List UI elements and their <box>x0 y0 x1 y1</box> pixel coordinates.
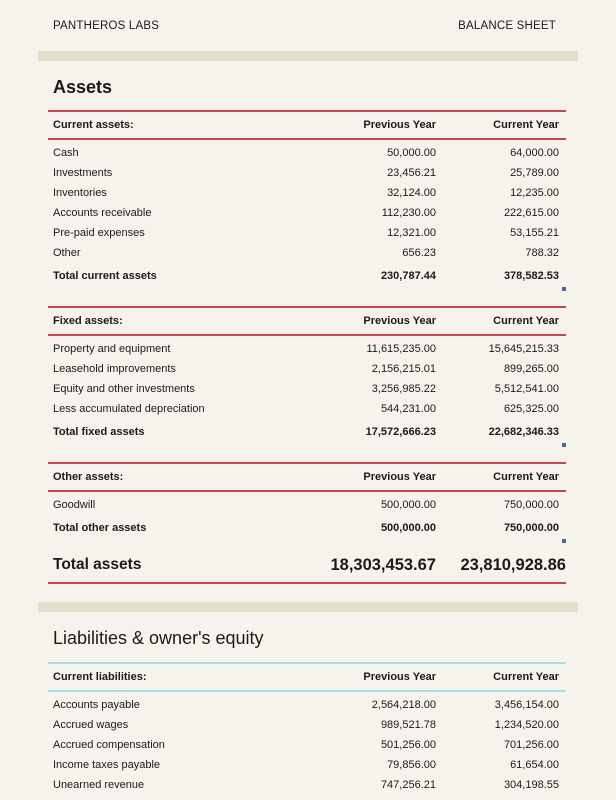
total-label: Total other assets <box>53 521 147 534</box>
row-label: Property and equipment <box>53 343 171 355</box>
row-prev: 11,615,235.00 <box>366 343 436 355</box>
total-curr: 22,682,346.33 <box>488 425 559 438</box>
fixed-assets-table <box>48 306 566 444</box>
total-curr: 378,582.53 <box>503 269 559 282</box>
total-assets-label: Total assets <box>53 556 142 573</box>
table-header <box>48 462 566 492</box>
table-header <box>48 306 566 336</box>
row-prev: 544,231.00 <box>380 403 436 415</box>
total-prev: 17,572,666.23 <box>365 425 436 438</box>
col-current-year: Current Year <box>493 119 559 131</box>
table-row <box>48 379 566 399</box>
row-prev: 2,564,218.00 <box>371 699 436 711</box>
row-curr: 3,456,154.00 <box>494 699 559 711</box>
col-current-year: Current Year <box>493 315 559 327</box>
row-prev: 12,321.00 <box>387 227 436 239</box>
row-prev: 501,256.00 <box>380 739 436 751</box>
other-assets-table <box>48 462 566 540</box>
row-curr: 61,654.00 <box>510 759 559 771</box>
row-curr: 15,645,215.33 <box>488 343 559 355</box>
current-assets-heading: Current assets: <box>53 119 134 131</box>
row-curr: 750,000.00 <box>503 499 559 511</box>
row-curr: 701,256.00 <box>503 739 559 751</box>
document-type: BALANCE SHEET <box>458 20 556 32</box>
table-header <box>48 110 566 140</box>
row-prev: 747,256.21 <box>380 779 436 791</box>
total-assets-row <box>48 548 566 584</box>
row-curr: 625,325.00 <box>503 403 559 415</box>
table-header <box>48 662 566 692</box>
table-row <box>48 695 566 715</box>
current-assets-table <box>48 110 566 288</box>
row-label: Less accumulated depreciation <box>53 403 205 415</box>
row-label: Inventories <box>53 187 107 199</box>
resize-handle-icon[interactable] <box>562 443 566 447</box>
row-label: Accrued wages <box>53 719 129 731</box>
row-prev: 2,156,215.01 <box>371 363 436 375</box>
table-row <box>48 775 566 795</box>
row-prev: 50,000.00 <box>387 147 436 159</box>
row-prev: 79,856.00 <box>387 759 436 771</box>
table-row <box>48 163 566 183</box>
total-label: Total fixed assets <box>53 425 145 438</box>
col-previous-year: Previous Year <box>363 471 436 483</box>
fixed-assets-heading: Fixed assets: <box>53 315 123 327</box>
table-row <box>48 203 566 223</box>
table-row <box>48 339 566 359</box>
row-label: Accounts payable <box>53 699 140 711</box>
row-curr: 788.32 <box>525 247 559 259</box>
section-band-assets <box>38 51 578 61</box>
row-prev: 32,124.00 <box>387 187 436 199</box>
row-label: Other <box>53 247 81 259</box>
total-prev: 500,000.00 <box>380 521 436 534</box>
row-prev: 656.23 <box>402 247 436 259</box>
section-band-liabilities <box>38 602 578 612</box>
resize-handle-icon[interactable] <box>562 539 566 543</box>
row-prev: 112,230.00 <box>381 207 436 219</box>
row-curr: 304,198.55 <box>503 779 559 791</box>
col-previous-year: Previous Year <box>363 671 436 683</box>
col-current-year: Current Year <box>493 471 559 483</box>
row-label: Investments <box>53 167 113 179</box>
company-name: PANTHEROS LABS <box>53 20 160 32</box>
resize-handle-icon[interactable] <box>562 287 566 291</box>
table-row <box>48 143 566 163</box>
total-prev: 230,787.44 <box>380 269 436 282</box>
table-row <box>48 223 566 243</box>
row-curr: 1,234,520.00 <box>494 719 559 731</box>
total-row <box>48 263 566 288</box>
table-row <box>48 359 566 379</box>
row-label: Equity and other investments <box>53 383 195 395</box>
row-curr: 25,789.00 <box>510 167 559 179</box>
row-label: Leasehold improvements <box>53 363 176 375</box>
row-label: Unearned revenue <box>53 779 145 791</box>
assets-title: Assets <box>53 77 113 97</box>
total-assets-curr: 23,810,928.86 <box>460 555 566 574</box>
table-row <box>48 183 566 203</box>
row-label: Goodwill <box>53 499 96 511</box>
table-row <box>48 735 566 755</box>
page-header <box>53 20 556 32</box>
row-label: Income taxes payable <box>53 759 161 771</box>
col-previous-year: Previous Year <box>363 315 436 327</box>
row-prev: 500,000.00 <box>380 499 436 511</box>
row-prev: 989,521.78 <box>380 719 436 731</box>
row-curr: 222,615.00 <box>503 207 559 219</box>
total-label: Total current assets <box>53 269 157 282</box>
total-row <box>48 515 566 540</box>
current-liabilities-table <box>48 662 566 795</box>
current-liabilities-heading: Current liabilities: <box>53 671 147 683</box>
row-label: Pre-paid expenses <box>53 227 145 239</box>
row-prev: 3,256,985.22 <box>371 383 436 395</box>
row-curr: 899,265.00 <box>503 363 559 375</box>
row-label: Cash <box>53 147 79 159</box>
row-prev: 23,456.21 <box>387 167 436 179</box>
row-label: Accounts receivable <box>53 207 152 219</box>
liabilities-title: Liabilities & owner's equity <box>53 628 264 648</box>
total-curr: 750,000.00 <box>503 521 559 534</box>
row-curr: 53,155.21 <box>510 227 559 239</box>
col-previous-year: Previous Year <box>363 119 436 131</box>
other-assets-heading: Other assets: <box>53 471 124 483</box>
row-curr: 12,235.00 <box>510 187 559 199</box>
row-curr: 5,512,541.00 <box>494 383 559 395</box>
table-row <box>48 715 566 735</box>
table-row <box>48 399 566 419</box>
table-row <box>48 495 566 515</box>
total-row <box>48 419 566 444</box>
total-assets-prev: 18,303,453.67 <box>330 555 436 574</box>
table-row <box>48 755 566 775</box>
col-current-year: Current Year <box>493 671 559 683</box>
row-label: Accrued compensation <box>53 739 165 751</box>
table-row <box>48 243 566 263</box>
row-curr: 64,000.00 <box>510 147 559 159</box>
